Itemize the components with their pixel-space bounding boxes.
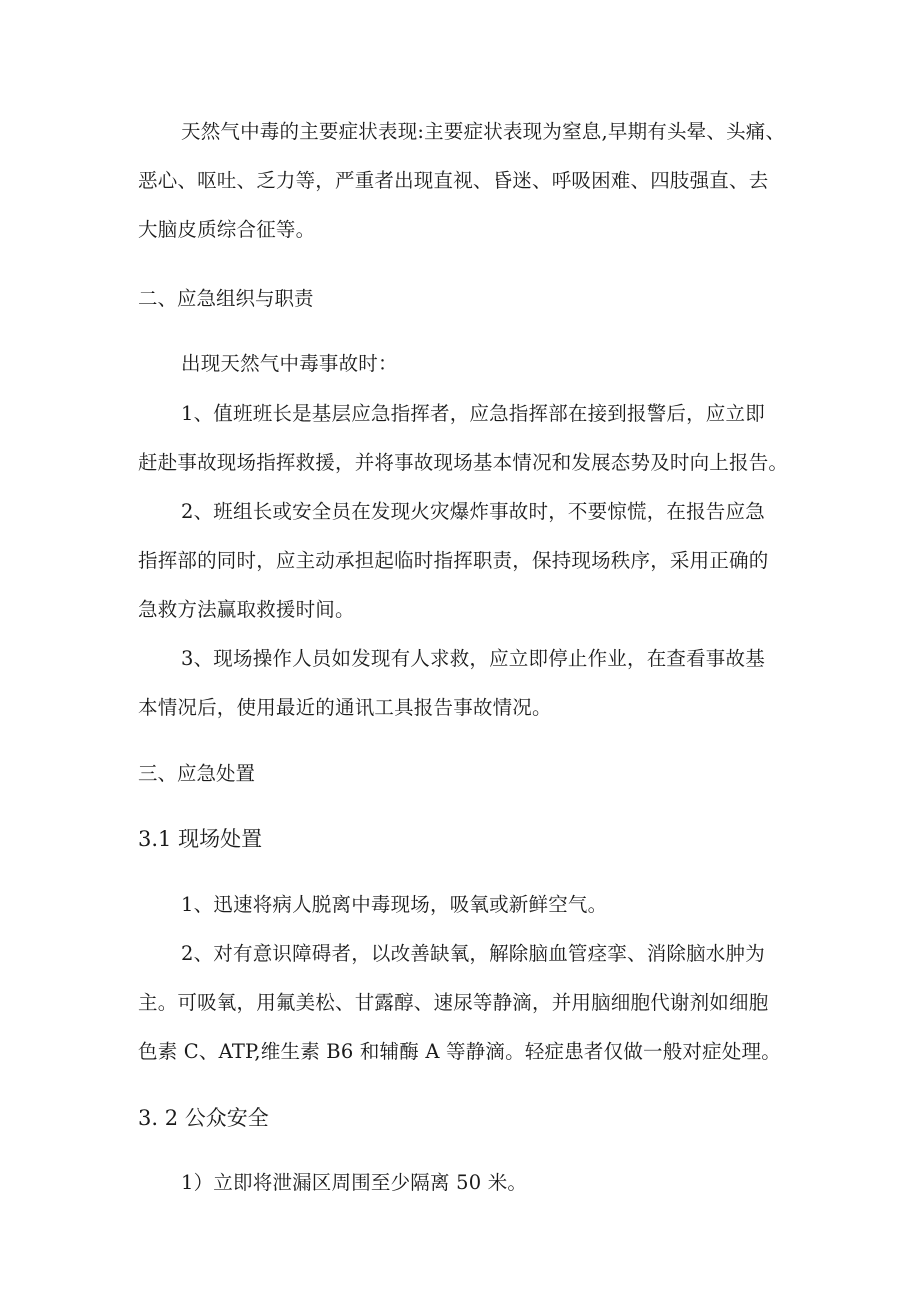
section-2-item-2-line-1: 2、班组长或安全员在发现火灾爆炸事故时，不要惊慌，在报告应急 [181,500,765,523]
section-3-1-item-2-line-3: 色素 C、ATP,维生素 B6 和辅酶 A 等静滴。轻症患者仅做一般对症处理。 [138,1040,781,1063]
section-3-1-item-1: 1、迅速将病人脱离中毒现场，吸氧或新鲜空气。 [181,893,608,916]
section-3-1-item-2-line-2: 主。可吸氧，用氟美松、甘露醇、速尿等静滴，并用脑细胞代谢剂如细胞 [138,991,769,1014]
section-3-title: 三、应急处置 [138,762,256,785]
section-2-item-2-line-2: 指挥部的同时，应主动承担起临时指挥职责，保持现场秩序，采用正确的 [138,549,769,572]
section-3-1-title: 3.1 现场处置 [138,827,263,851]
section-2-item-2-line-3: 急救方法赢取救援时间。 [138,598,355,621]
intro-line-2: 恶心、呕吐、乏力等，严重者出现直视、昏迷、呼吸困难、四肢强直、去 [138,169,769,192]
section-2-title: 二、应急组织与职责 [138,287,314,310]
section-2-item-1-line-2: 赶赴事故现场指挥救援，并将事故现场基本情况和发展态势及时向上报告。 [138,451,789,474]
section-3-2-item-1: 1）立即将泄漏区周围至少隔离 50 米。 [181,1171,528,1194]
section-2-item-3-line-2: 本情况后，使用最近的通讯工具报告事故情况。 [138,696,552,719]
intro-line-1: 天然气中毒的主要症状表现:主要症状表现为窒息,早期有头晕、头痛、 [181,120,786,143]
section-2-item-1-line-1: 1、值班班长是基层应急指挥者，应急指挥部在接到报警后，应立即 [181,402,765,425]
section-2-lead: 出现天然气中毒事故时： [181,352,398,375]
section-3-1-item-2-line-1: 2、对有意识障碍者，以改善缺氧，解除脑血管痉挛、消除脑水肿为 [181,942,765,965]
section-3-2-title: 3. 2 公众安全 [138,1106,269,1130]
intro-line-3: 大脑皮质综合征等。 [138,218,316,241]
section-2-item-3-line-1: 3、现场操作人员如发现有人求救，应立即停止作业，在查看事故基 [181,647,765,670]
